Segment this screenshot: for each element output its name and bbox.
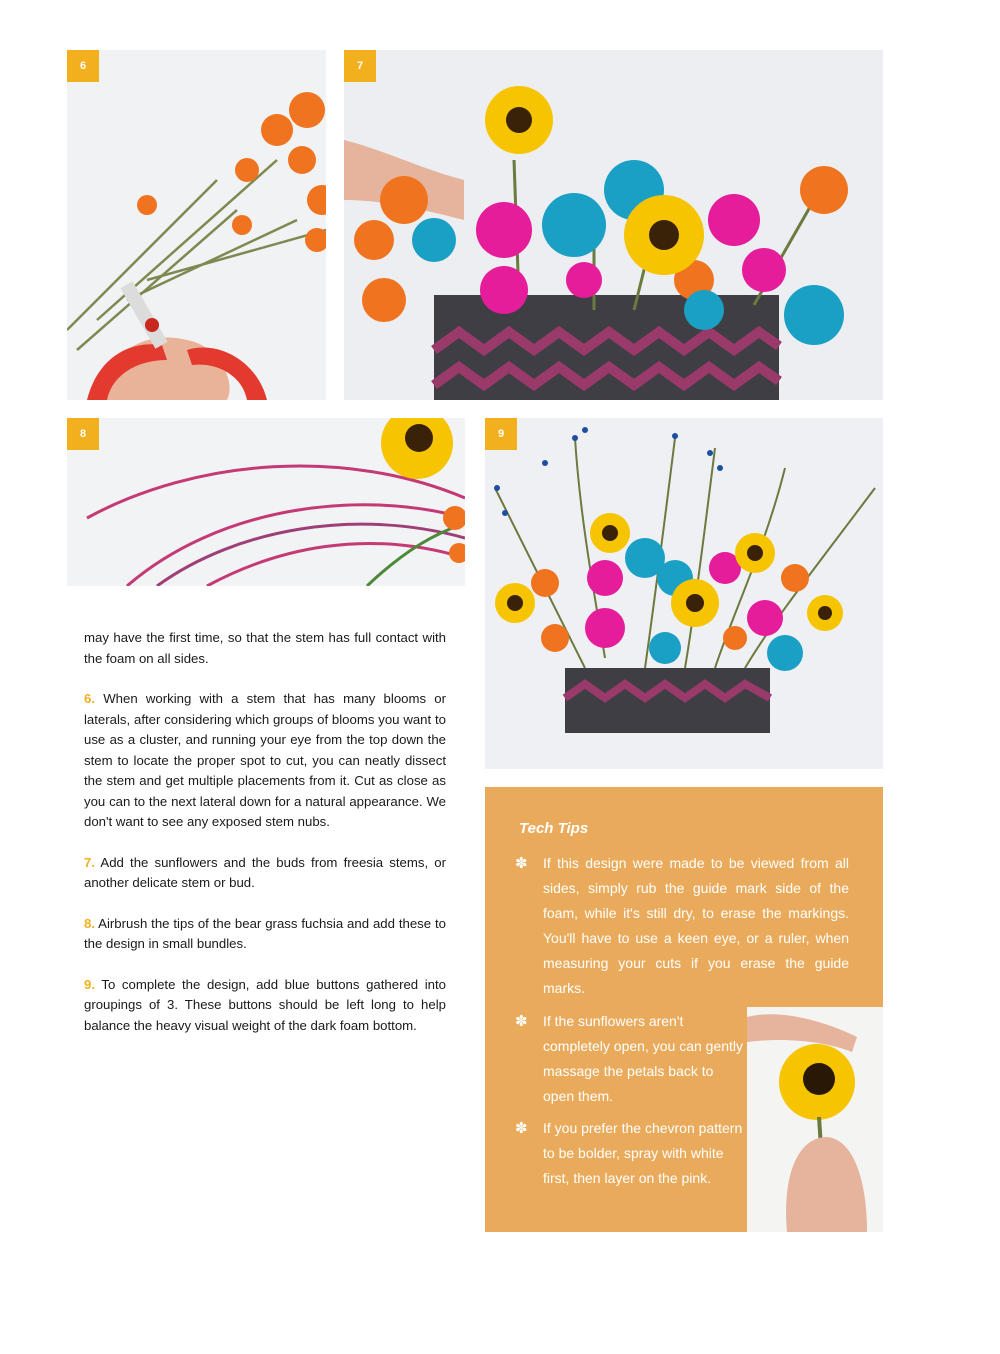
step7-photo bbox=[344, 50, 883, 400]
step-9-paragraph: 9. To complete the design, add blue buttons gathered into groupings of 3. These buttons should be left long to help balance the heavy visual weight of the dark foam bottom. bbox=[84, 976, 446, 1033]
tech-tip-item: ✽ If the sunflowers aren't completely open, you can gently massage the petals back to open them. bbox=[515, 1009, 745, 1099]
step-badge: 6 bbox=[67, 50, 99, 82]
step-7-paragraph: 7. Add the sunflowers and the buds from freesia stems, or another delicate stem or bud. bbox=[84, 854, 446, 890]
step-number: 8. bbox=[84, 915, 95, 931]
step8-photo bbox=[67, 418, 465, 586]
step-badge: 7 bbox=[344, 50, 376, 82]
finished-design-illustration bbox=[485, 418, 883, 769]
tech-tip-item: ✽ If this design were made to be viewed from all sides, simply rub the guide mark side of the foam, while it's still dry, to erase the markings. You'll have to use a keen eye, or a ruler, when measuring your cuts if you erase the guide marks. bbox=[515, 851, 855, 1001]
adding-sunflowers-illustration bbox=[344, 50, 883, 400]
step-number: 6. bbox=[84, 691, 95, 706]
tech-tips-title: Tech Tips bbox=[519, 820, 589, 837]
sunflower-hand-photo bbox=[747, 1007, 883, 1232]
tech-tips-box bbox=[485, 787, 883, 1232]
step-badge: 8 bbox=[67, 418, 99, 450]
step-6-paragraph: 6. When working with a stem that has many blooms or laterals, after considering which groups of blooms you want to use as a cluster, and running your eye from the top down the stem to locate the proper spot to cut, you can neatly dissect the stem and get multiple placements from it. Cut as close as you can to the next lateral down for a natural appearance. We don't want to see any exposed stem nubs. bbox=[84, 691, 446, 829]
step-number: 7. bbox=[84, 854, 95, 870]
asterisk-bullet-icon: ✽ bbox=[515, 1120, 528, 1137]
step-8-paragraph: 8. Airbrush the tips of the bear grass fuchsia and add these to the design in small bundles. bbox=[84, 915, 446, 951]
step-badge: 9 bbox=[485, 418, 517, 450]
step9-photo bbox=[485, 418, 883, 769]
bear-grass-illustration bbox=[67, 418, 465, 586]
step6-photo bbox=[67, 50, 326, 400]
instructions-text bbox=[84, 628, 446, 1056]
step-number: 9. bbox=[84, 976, 95, 992]
tech-tip-item: ✽ If you prefer the chevron pattern to be bolder, spray with white first, then layer on the pink. bbox=[515, 1116, 745, 1216]
continued-paragraph: may have the first time, so that the stem has full contact with the foam on all sides. bbox=[84, 630, 446, 666]
asterisk-bullet-icon: ✽ bbox=[515, 855, 528, 872]
sunflower-hand-illustration bbox=[747, 1007, 883, 1232]
asterisk-bullet-icon: ✽ bbox=[515, 1013, 528, 1030]
cutting-stems-illustration bbox=[67, 50, 326, 400]
